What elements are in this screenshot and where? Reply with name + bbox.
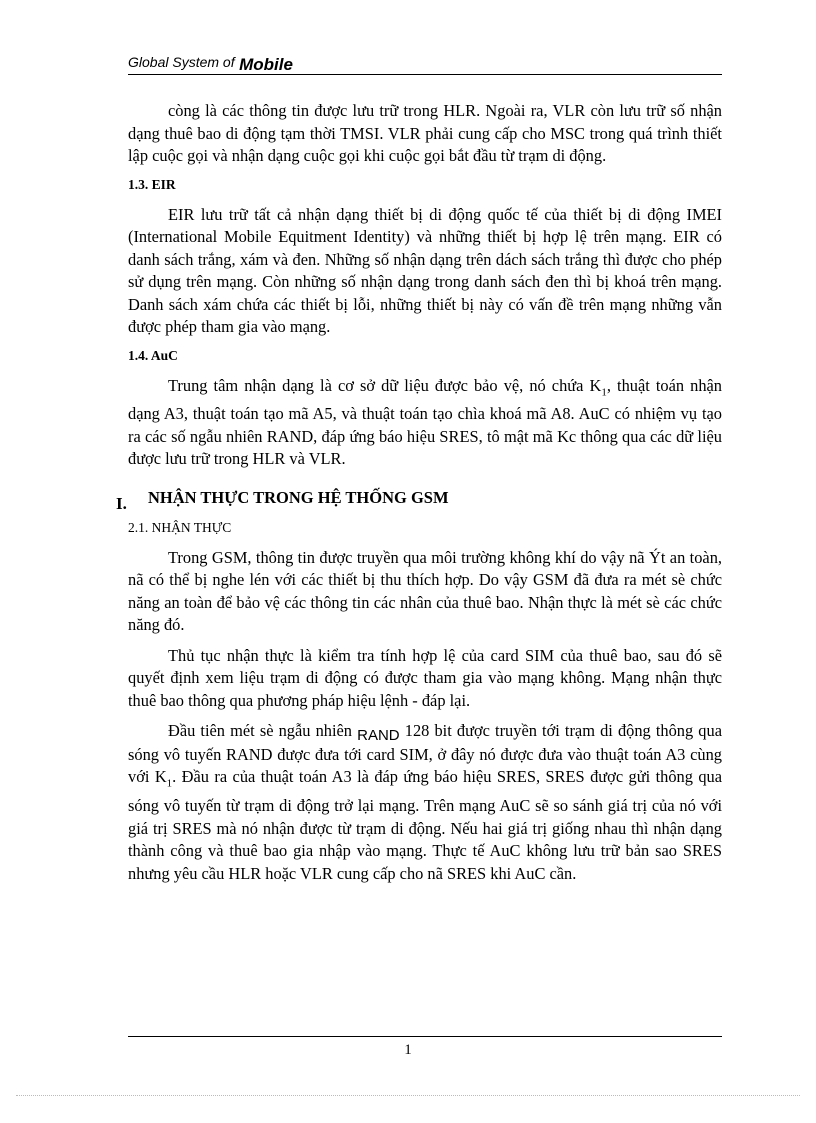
paragraph-gsm-security: Trong GSM, thông tin được truyền qua môi trường không khí do vậy nã Ýt an toàn, nã có thể bị nghe lén với các thiết bị thu thích hợp. Do vậy GSM đã đưa ra mét sè chức năng an toàn để bảo vệ các thông tin các nhân của thuê bao. Nhận thực là mét sè các chức năng đó. xyxy=(128,547,722,635)
paragraph-auc-part2: , thuật toán nhận dạng A3, thuật toán tạo mã A5, và thuật toán tạo chìa khoá mã A8. AuC có nhiệm vụ tạo ra các số ngẫu nhiên RAND, đáp ứng báo hiệu SRES, tô mật mã Kc thông qua các dữ liệu được lưu trữ trong HLR và VLR. xyxy=(128,375,723,469)
paragraph-auc-part1: Trung tâm nhận dạng là cơ sở dữ liệu được bảo vệ, nó chứa K xyxy=(168,375,602,395)
paragraph-eir: EIR lưu trữ tất cả nhận dạng thiết bị di động quốc tế của thiết bị di động IMEI (International Mobile Equitment Identity) và những thiết bị hợp lệ trên mạng. EIR có danh sách trắng, xám và đen. Những số nhận dạng trên dách sách trắng thì được cho phép sử dụng trên mạng. Còn những số nhận dạng trong danh sách đen thì bị khoá trên mạng. Danh sách xám chứa các thiết bị lỗi, những thiết bị này có vấn đề trên mạng những vẫn được phép tham gia vào mạng. xyxy=(128,204,722,336)
header-title-big: Mobile xyxy=(239,55,293,74)
rand-label: RAND xyxy=(357,727,400,745)
footer-divider xyxy=(128,1036,722,1037)
header-title-small: Global System of xyxy=(128,54,235,70)
paragraph-auth-procedure: Thủ tục nhận thực là kiểm tra tính hợp lệ của card SIM của thuê bao, sau đó sẽ quyết định xem liệu trạm di động có được tham gia vào mạng không. Mạng nhận thực thuê bao thông qua phương pháp hiệu lệnh - đáp lại. xyxy=(128,645,722,710)
paragraph-rand-part1: Đầu tiên mét sè ngẫu nhiên xyxy=(168,721,352,741)
document-body xyxy=(116,100,723,893)
paragraph-rand-part3: . Đầu ra của thuật toán A3 là đáp ứng báo hiệu SRES, SRES được gửi thông qua sóng vô tuyến từ trạm di động trở lại mạng. Trên mạng AuC sẽ so sánh giá trị của nó với giá trị SRES mà nó nhận được từ trạm di động. Nếu hai giá trị giống nhau thì nhận dạng thành công và thuê bao gia nhập vào mạng. Thực tế AuC không lưu trữ bản sao SRES nhưng yêu cầu HLR hoặc VLR cung cấp cho nã SRES khi AuC cần. xyxy=(128,767,722,883)
chapter-title: NHẬN THỰC TRONG HỆ THỐNG GSM xyxy=(148,487,449,507)
k1-subscript-2: 1 xyxy=(166,777,173,790)
header-title xyxy=(128,52,293,72)
chapter-number: I. xyxy=(116,493,127,513)
paragraph-vlr: còng là các thông tin được lưu trữ trong HLR. Ngoài ra, VLR còn lưu trữ số nhận dạng thuê bao di động tạm thời TMSI. VLR phải cung cấp cho MSC trong quá trình thiết lập cuộc gọi và nhận dạng cuộc gọi khi cuộc gọi bắt đầu từ trạm di động. xyxy=(128,101,722,165)
section-heading-eir: 1.3. EIR xyxy=(128,176,176,192)
section-heading-auc: 1.4. AuC xyxy=(128,347,178,363)
paragraph-rand-part2: 128 bit được truyền tới trạm di động thông qua sóng vô tuyến RAND được đưa tới card SIM, ở đây nó được đưa vào thuật toán A3 cùng với K xyxy=(128,721,722,787)
paragraph-auc xyxy=(128,375,722,471)
k1-subscript: 1 xyxy=(601,385,607,398)
section-heading-authentication: 2.1. NHẬN THỰC xyxy=(128,519,232,535)
page-header xyxy=(128,48,722,75)
page-bottom-border xyxy=(16,1095,800,1096)
chapter-heading xyxy=(116,487,722,513)
paragraph-rand xyxy=(128,720,722,885)
page-number: 1 xyxy=(404,1042,412,1058)
